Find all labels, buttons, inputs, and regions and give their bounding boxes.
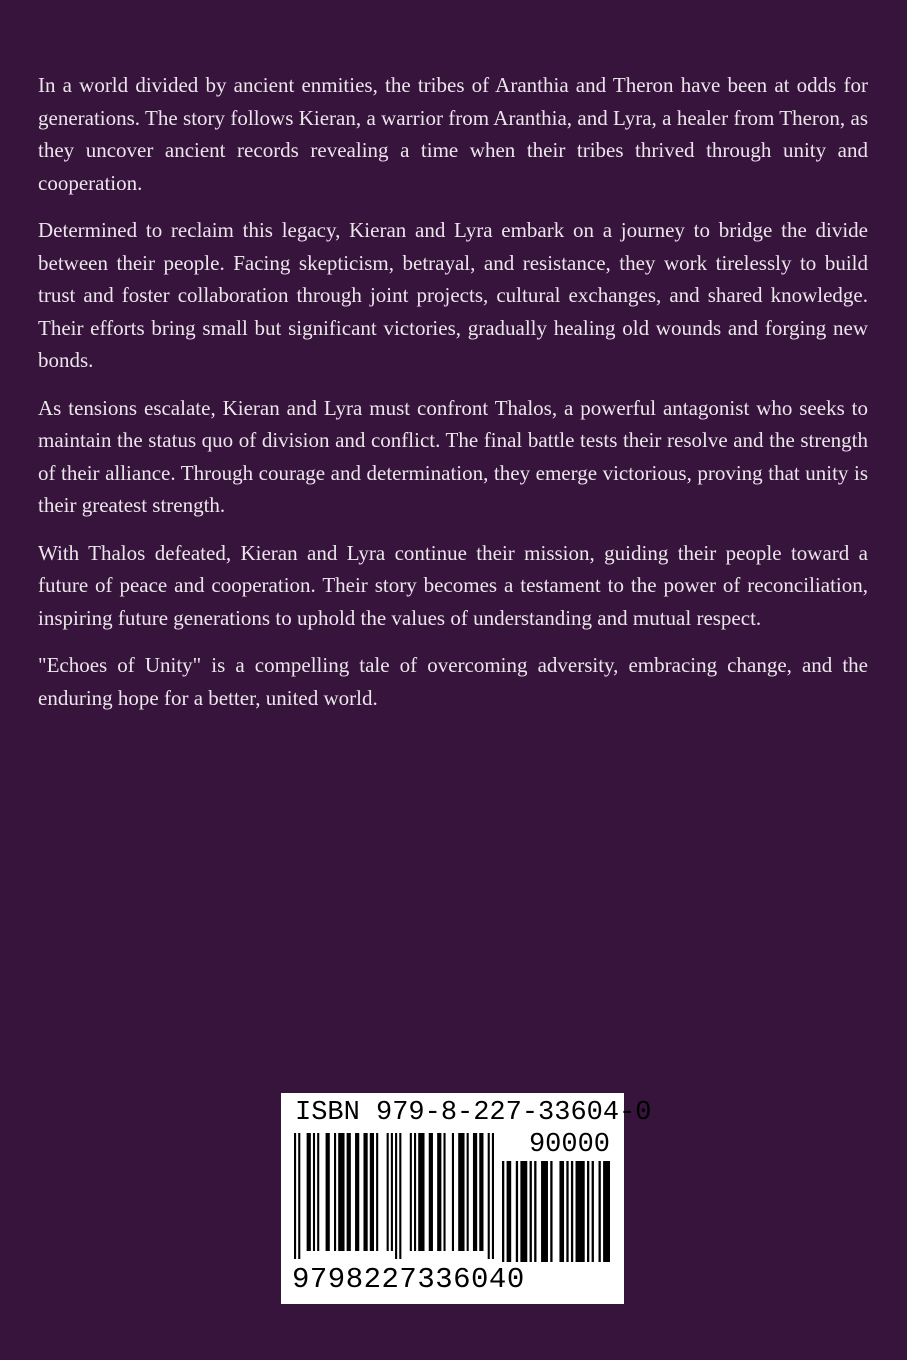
barcode-bar [338,1133,344,1251]
barcode-bar [599,1161,601,1262]
barcode-bar [530,1161,532,1262]
barcode-bar [391,1133,393,1251]
barcode-bar [507,1161,512,1262]
barcode-bar [355,1133,359,1251]
barcode-bar [317,1133,319,1251]
blurb-paragraph-4: With Thalos defeated, Kieran and Lyra continue their mission, guiding their people toward a future of peace and cooperation. Their story becomes a testament to the power of reconciliation, inspiring future generations to uphold the values of understanding and mutual respect. [38,540,868,630]
barcode-bar [566,1161,568,1262]
blurb-paragraph-1: In a world divided by ancient enmities, the tribes of Aranthia and Theron have been at odds for generations. The story follows Kieran, a warrior from Aranthia, and Lyra, a healer from Theron, as they uncover ancient records revealing a time when their tribes thrived through unity and cooperation. [38,73,868,195]
barcode-bar [418,1133,424,1251]
isbn-label: ISBN 979-8-227-33604-0 [295,1098,652,1128]
ean-barcode-bars [294,1133,494,1259]
barcode-bar [387,1133,389,1251]
blurb-paragraph-5: "Echoes of Unity" is a compelling tale of overcoming adversity, embracing change, and the enduring hope for a better, united world. [38,653,868,710]
price-code: 90000 [528,1130,610,1160]
barcode-bar [541,1161,548,1262]
barcode-bar [603,1161,610,1262]
barcode-bar [395,1133,397,1259]
barcode-bar [376,1133,378,1251]
barcode-bar [467,1133,469,1251]
barcode-bar [479,1133,483,1251]
barcode-bar [571,1161,573,1262]
blurb-paragraph-2: Determined to reclaim this legacy, Kieran and Lyra embark on a journey to bridge the divide between their people. Facing skepticism, betrayal, and resistance, they work tirelessly to build trust and foster collaboration through joint projects, cultural exchanges, and shared knowledge. Their efforts bring small but significant victories, gradually healing old wounds and forging new bonds. [38,218,868,372]
barcode-bar [559,1161,564,1262]
barcode-bar [516,1161,518,1262]
barcode-bar [437,1133,441,1251]
barcode-bar [307,1133,311,1251]
barcode-bar [334,1133,336,1251]
isbn-barcode [281,1093,652,1304]
back-cover-blurb [38,69,868,729]
barcode-bar [502,1161,504,1262]
barcode-bar [592,1161,594,1262]
barcode-bar [347,1133,351,1251]
barcode-bar [298,1133,300,1259]
barcode-bar [414,1133,416,1251]
barcode-bar [520,1161,527,1262]
barcode-bar [313,1133,315,1251]
barcode-bar [452,1133,454,1251]
barcode-bar [488,1133,490,1259]
barcode-bar [492,1133,494,1259]
barcode-bar [550,1161,552,1262]
barcode-bar [399,1133,401,1259]
barcode-bar [363,1133,367,1251]
barcode-bar [294,1133,296,1259]
barcode-bar [370,1133,374,1251]
barcode-bar [473,1133,477,1251]
barcode-bar [326,1133,330,1251]
barcode-bar [443,1133,445,1251]
barcode-bar [429,1133,433,1251]
barcode-bar [458,1133,464,1251]
price-addon-bars [502,1161,610,1262]
ean-digits: 9798227336040 [292,1263,525,1296]
barcode-bar [576,1161,585,1262]
barcode-bar [587,1161,589,1262]
blurb-paragraph-3: As tensions escalate, Kieran and Lyra must confront Thalos, a powerful antagonist who seeks to maintain the status quo of division and conflict. The final battle tests their resolve and the strength of their alliance. Through courage and determination, they emerge victorious, proving that unity is their greatest strength. [38,395,868,517]
barcode-bar [534,1161,536,1262]
barcode-bar [410,1133,412,1251]
